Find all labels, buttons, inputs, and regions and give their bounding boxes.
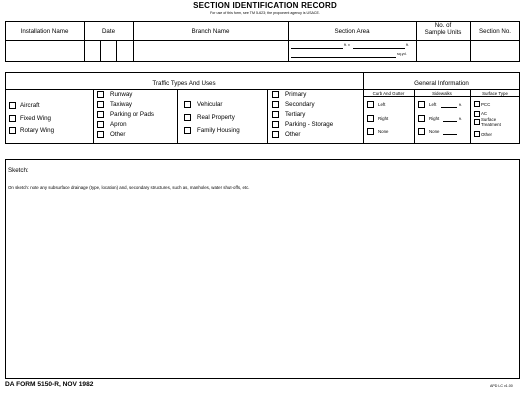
section-no-field[interactable] (472, 42, 519, 60)
other-road-checkbox[interactable] (272, 131, 279, 138)
primary-checkbox[interactable] (272, 91, 279, 98)
primary-label: Primary (285, 91, 307, 98)
section-no-header: Section No. (479, 28, 511, 35)
curb-none-label: None (378, 129, 389, 134)
curb-right-label: Right (378, 116, 389, 121)
parking-pads-checkbox[interactable] (97, 111, 104, 118)
other-airfield-checkbox[interactable] (97, 131, 104, 138)
vehicular-checkbox[interactable] (184, 101, 191, 108)
installation-name-field[interactable] (7, 42, 83, 60)
surface-heading: Surface Type (482, 91, 508, 96)
sidewalk-left-width-line[interactable] (441, 107, 457, 108)
section-area-header: Section Area (334, 28, 370, 35)
parking-storage-label: Parking - Storage (285, 121, 334, 128)
sidewalk-none-label: None (429, 129, 440, 134)
secondary-label: Secondary (285, 101, 315, 108)
runway-checkbox[interactable] (97, 91, 104, 98)
sidewalk-left-checkbox[interactable] (418, 101, 425, 108)
taxiway-checkbox[interactable] (97, 101, 104, 108)
fixed-wing-label: Fixed Wing (20, 115, 51, 122)
traffic-heading: Traffic Types And Uses (152, 80, 216, 87)
ft-label: ft. (406, 43, 409, 47)
secondary-checkbox[interactable] (272, 101, 279, 108)
parking-storage-checkbox[interactable] (272, 121, 279, 128)
sketch-note: On sketch: note any subsurface drainage (type, location) and, secondary structures, such as, manholes, water shut-offs, etc. (8, 185, 250, 190)
vehicular-label: Vehicular (197, 101, 223, 108)
family-housing-checkbox[interactable] (184, 127, 191, 134)
sq-yd-label: sq.yd. (397, 52, 407, 56)
other-road-label: Other (285, 131, 301, 138)
sidewalk-left-ft-label: ft. (459, 103, 462, 107)
branch-name-header: Branch Name (191, 28, 230, 35)
section-area-width-line[interactable] (353, 48, 405, 49)
curb-heading: Curb And Gutter (372, 91, 405, 96)
section-area-length-line[interactable] (291, 48, 343, 49)
sidewalk-right-ft-label: ft. (459, 117, 462, 121)
surface-other-label: Other (481, 132, 492, 137)
sidewalk-left-label: Left (429, 102, 437, 107)
date-field-3[interactable] (118, 42, 132, 60)
surface-treatment-checkbox[interactable] (474, 119, 480, 125)
surface-label: Surface (481, 117, 497, 122)
sidewalk-right-width-line[interactable] (443, 121, 457, 122)
rotary-wing-checkbox[interactable] (9, 127, 16, 134)
sample-units-header: Sample Units (424, 29, 462, 36)
real-property-checkbox[interactable] (184, 114, 191, 121)
sidewalk-none-checkbox[interactable] (418, 128, 425, 135)
other-airfield-label: Other (110, 131, 126, 138)
section-area-sqyd-line[interactable] (291, 57, 396, 58)
date-header: Date (101, 28, 116, 35)
real-property-label: Real Property (197, 114, 235, 121)
top-table-divider (5, 40, 520, 41)
sidewalk-right-checkbox[interactable] (418, 115, 425, 122)
form-id: DA FORM 5150-R, NOV 1982 (5, 381, 94, 388)
form-version: APD LC v1.00 (490, 384, 513, 388)
ft-x-label: ft. x (344, 43, 350, 47)
curb-right-checkbox[interactable] (367, 115, 374, 122)
aircraft-checkbox[interactable] (9, 102, 16, 109)
curb-none-checkbox[interactable] (367, 128, 374, 135)
form-subtitle: For use of this form, see TM 5-623; the proponent agency is USACE. (210, 11, 320, 15)
surface-other-checkbox[interactable] (474, 131, 480, 137)
apron-checkbox[interactable] (97, 121, 104, 128)
date-field-1[interactable] (86, 42, 99, 60)
fixed-wing-checkbox[interactable] (9, 115, 16, 122)
parking-pads-label: Parking or Pads (110, 111, 155, 118)
sketch-label: Sketch: (8, 167, 29, 174)
pcc-label: PCC (481, 102, 491, 107)
sidewalk-right-label: Right (429, 116, 440, 121)
pcc-checkbox[interactable] (474, 101, 480, 107)
aircraft-label: Aircraft (20, 102, 40, 109)
form-title: SECTION IDENTIFICATION RECORD (193, 1, 337, 10)
ac-label: AC (481, 111, 488, 116)
sketch-area[interactable] (5, 159, 520, 379)
no-of-header: No. of (434, 22, 452, 29)
sample-units-field[interactable] (418, 42, 469, 60)
apron-label: Apron (110, 121, 127, 128)
family-housing-label: Family Housing (197, 127, 240, 134)
curb-left-label: Left (378, 102, 386, 107)
rotary-wing-label: Rotary Wing (20, 127, 55, 134)
curb-left-checkbox[interactable] (367, 101, 374, 108)
sidewalk-none-line (443, 134, 457, 135)
tertiary-checkbox[interactable] (272, 111, 279, 118)
tertiary-label: Tertiary (285, 111, 306, 118)
ac-checkbox[interactable] (474, 111, 480, 117)
runway-label: Runway (110, 91, 133, 98)
sidewalks-heading: Sidewalks (432, 91, 452, 96)
branch-name-field[interactable] (135, 42, 287, 60)
date-field-2[interactable] (102, 42, 115, 60)
general-info-heading: General Information (414, 80, 469, 87)
installation-name-header: Installation Name (20, 28, 69, 35)
taxiway-label: Taxiway (110, 101, 133, 108)
treatment-label: Treatment (481, 122, 501, 127)
